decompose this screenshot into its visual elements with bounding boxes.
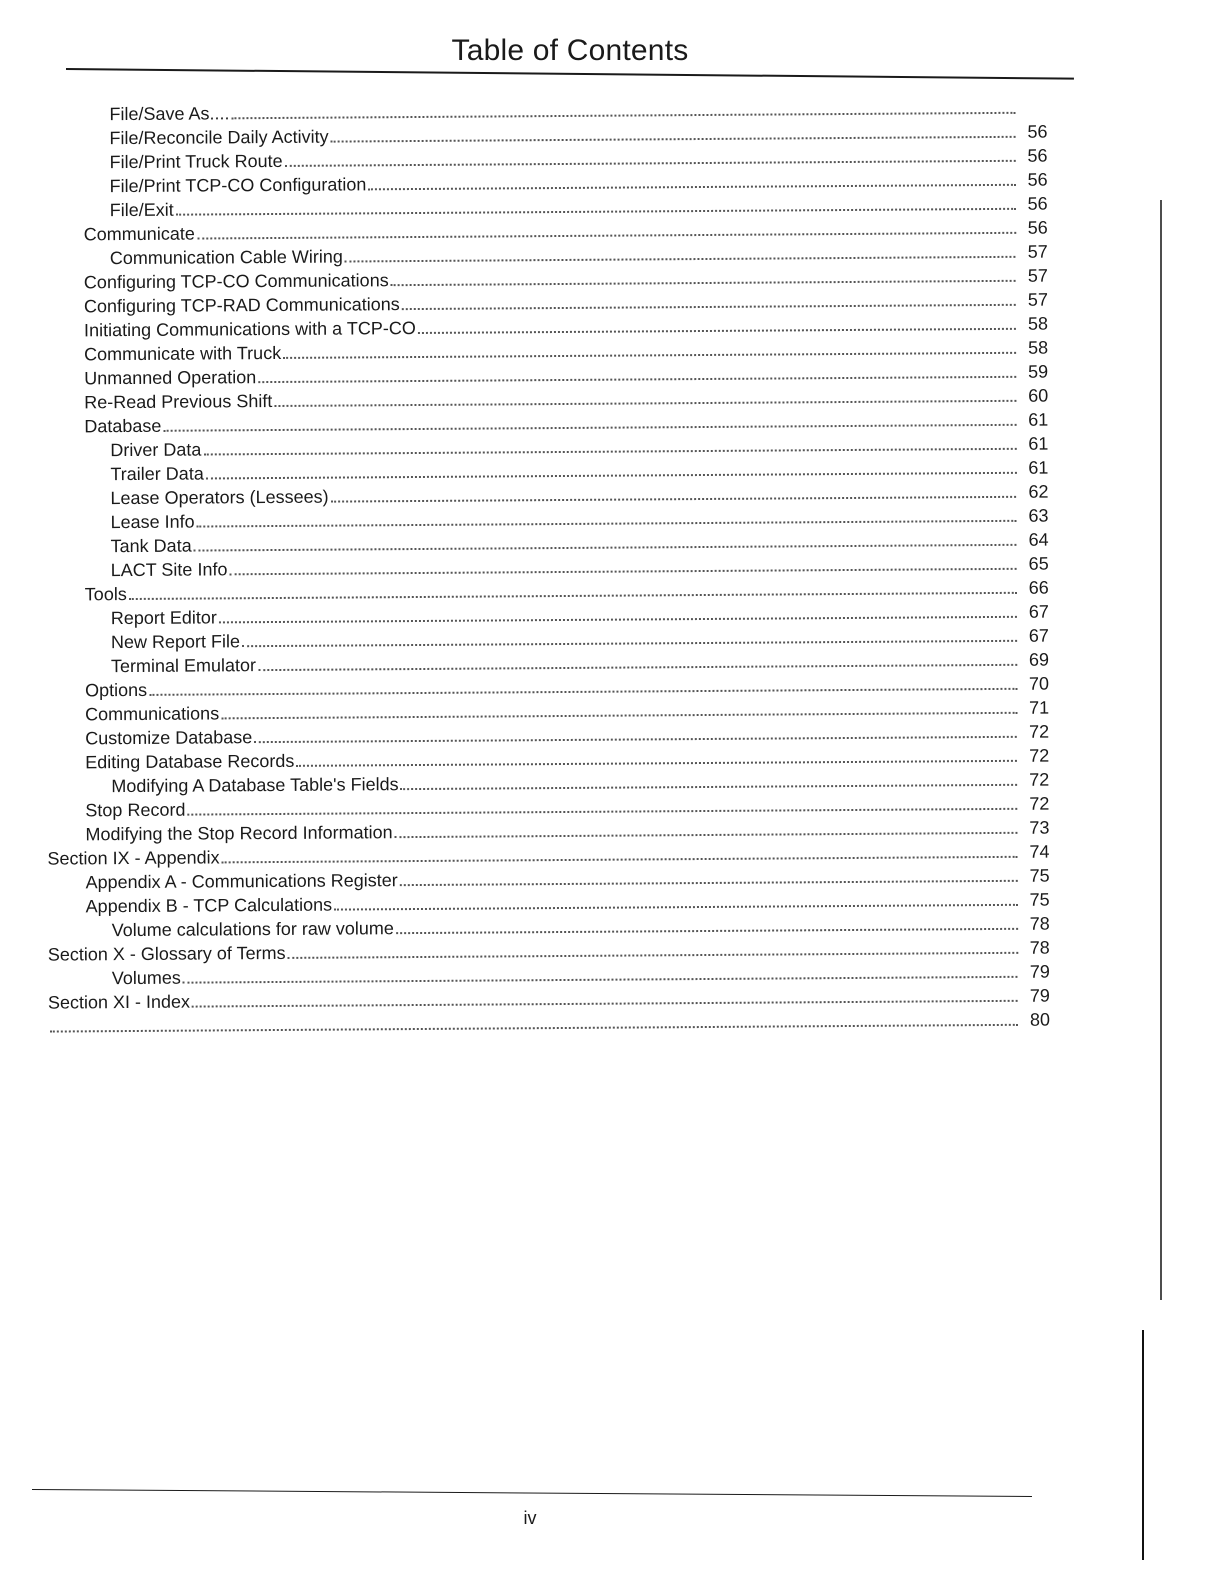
toc-leader-dots (400, 880, 1018, 886)
toc-entry-label: Communicate with Truck (84, 342, 282, 365)
toc-entry-page: 67 (1028, 625, 1049, 646)
toc-leader-dots (296, 760, 1017, 767)
toc-entry-page: 62 (1028, 481, 1049, 502)
toc-entry-page: 65 (1028, 553, 1049, 574)
toc-entry-label: Database (84, 415, 162, 437)
toc-leader-dots (345, 256, 1016, 263)
toc-leader-dots (331, 496, 1017, 503)
toc-entry-page: 58 (1027, 337, 1049, 358)
footer-rule (32, 1489, 1032, 1497)
toc-leader-dots (331, 136, 1016, 143)
toc-entry-page: 79 (1029, 985, 1050, 1006)
toc-leader-dots (219, 616, 1017, 624)
toc-leader-dots (206, 472, 1017, 480)
toc-entry-page: 71 (1028, 697, 1050, 718)
toc-entry-page: 61 (1028, 433, 1049, 454)
toc-entry-page: 56 (1027, 121, 1048, 142)
toc-entry-page: 61 (1028, 457, 1049, 478)
toc-entry-label: Options (84, 679, 148, 701)
toc-entry-page: 72 (1029, 745, 1050, 766)
toc-entry-label: Lease Info (110, 511, 195, 533)
toc-leader-dots (396, 928, 1018, 934)
scan-edge-mark (1142, 1330, 1144, 1560)
toc-entry-page: 75 (1029, 865, 1050, 886)
toc-entry-page: 63 (1028, 505, 1049, 526)
page-title (0, 34, 1140, 68)
toc-entry-label: File/Print Truck Route (109, 150, 283, 173)
toc-entry-page: 80 (1029, 1009, 1051, 1030)
toc-entry-label: Configuring TCP-RAD Communications (83, 294, 400, 317)
toc-entry-page: 67 (1028, 601, 1049, 622)
toc-entry-label: Editing Database Records (85, 750, 295, 773)
toc-entry-page: 66 (1028, 577, 1049, 598)
toc-leader-dots (288, 952, 1018, 959)
toc-entry-page: 56 (1027, 169, 1048, 190)
toc-leader-dots (229, 568, 1016, 575)
toc-entry-label: LACT Site Info (110, 559, 228, 581)
toc-entry-page: 56 (1027, 193, 1048, 214)
toc-entry-page: 72 (1029, 769, 1050, 790)
toc-leader-dots (149, 688, 1017, 696)
toc-leader-dots (197, 232, 1016, 240)
toc-entry-page: 57 (1027, 241, 1048, 262)
toc-leader-dots (203, 448, 1016, 456)
toc-leader-dots (194, 544, 1017, 552)
toc-leader-dots (334, 904, 1018, 911)
toc-entry-label: Re-Read Previous Shift (84, 391, 273, 413)
toc-entry-label: Tools (84, 584, 127, 605)
toc-entry-label: Modifying A Database Table's Fields (111, 774, 399, 797)
scan-edge-mark (1160, 200, 1162, 1300)
toc-entry-page: 70 (1028, 673, 1050, 694)
toc-entry-page: 60 (1028, 385, 1049, 406)
toc-entry-label: Lease Operators (Lessees) (110, 486, 329, 509)
toc-entry-page: 78 (1029, 913, 1050, 934)
toc-leader-dots (183, 976, 1018, 984)
toc-entry-page: 74 (1029, 841, 1050, 862)
toc-entry-label: File/Save As.... (109, 103, 230, 125)
toc-leader-dots (242, 640, 1017, 647)
toc-leader-dots (258, 376, 1016, 383)
toc-entry-label: Terminal Emulator (110, 655, 257, 677)
table-of-contents (0, 93, 1224, 1038)
toc-leader-dots (254, 736, 1017, 743)
toc-entry-label: Customize Database (85, 727, 253, 749)
toc-leader-dots (283, 352, 1016, 359)
toc-leader-dots (285, 160, 1016, 167)
toc-entry-label: Communication Cable Wiring (109, 246, 343, 269)
toc-entry-label: Trailer Data (110, 463, 204, 485)
toc-leader-dots (258, 664, 1017, 671)
toc-entry-page: 61 (1028, 409, 1049, 430)
toc-entry-label: Section XI - Index (47, 991, 191, 1013)
toc-entry-page: 72 (1029, 793, 1050, 814)
toc-leader-dots (50, 1024, 1018, 1033)
toc-leader-dots (163, 424, 1016, 432)
toc-entry-label: Driver Data (110, 439, 202, 461)
toc-entry-page: 57 (1027, 289, 1048, 310)
toc-entry-page: 57 (1027, 265, 1048, 286)
toc-entry-label: Appendix B - TCP Calculations (85, 894, 333, 917)
page-number: iv (523, 1508, 537, 1528)
toc-entry-page: 56 (1027, 217, 1048, 238)
toc-entry-page: 58 (1027, 313, 1049, 334)
toc-entry-label: Unmanned Operation (84, 367, 257, 389)
toc-leader-dots (418, 328, 1016, 334)
toc-leader-dots (232, 112, 1016, 119)
toc-leader-dots (402, 304, 1016, 310)
toc-entry-label: Volumes (111, 967, 181, 989)
toc-entry-page: 64 (1028, 529, 1049, 550)
toc-entry-label: File/Print TCP-CO Configuration (109, 174, 367, 197)
toc-entry-label: Report Editor (110, 607, 217, 629)
toc-leader-dots (197, 520, 1017, 528)
toc-entry-label: Communications (85, 703, 220, 725)
toc-leader-dots (187, 808, 1017, 816)
toc-entry-page: 69 (1028, 649, 1050, 670)
toc-entry-label: Appendix A - Communications Register (85, 870, 398, 893)
header-rule (66, 68, 1074, 80)
toc-leader-dots (391, 280, 1016, 286)
toc-leader-dots (368, 184, 1015, 191)
toc-entry-page: 78 (1029, 937, 1050, 958)
toc-leader-dots (192, 1000, 1018, 1008)
toc-entry-label: File/Exit (109, 199, 174, 221)
toc-entry-label: Section X - Glossary of Terms (47, 942, 286, 965)
toc-leader-dots (274, 400, 1016, 407)
toc-entry-label: Modifying the Stop Record Information (85, 822, 393, 845)
toc-leader-dots (222, 856, 1018, 864)
toc-entry-page: 72 (1029, 721, 1050, 742)
toc-entry-label: Volume calculations for raw volume (111, 918, 394, 941)
toc-entry-label: Communicate (83, 223, 195, 245)
toc-entry-page: 59 (1028, 361, 1049, 382)
toc-entry-label: Stop Record (85, 799, 186, 821)
toc-entry-label: Tank Data (110, 535, 192, 557)
toc-leader-dots (395, 832, 1018, 838)
toc-entry-label: New Report File (110, 631, 241, 653)
toc-leader-dots (176, 208, 1016, 216)
toc-entry-label: Initiating Communications with a TCP-CO (83, 318, 416, 341)
toc-leader-dots (221, 712, 1017, 720)
toc-entry-label: File/Reconcile Daily Activity (109, 126, 329, 149)
toc-entry-page: 73 (1029, 817, 1050, 838)
toc-leader-dots (401, 784, 1018, 790)
toc-entry-label: Configuring TCP-CO Communications (83, 270, 389, 293)
toc-entry-page: 56 (1027, 145, 1048, 166)
toc-entry-page: 79 (1029, 961, 1050, 982)
page-title-text: Table of Contents (451, 34, 689, 67)
toc-entry-page: 75 (1029, 889, 1050, 910)
toc-entry-label: Section IX - Appendix (47, 847, 220, 869)
